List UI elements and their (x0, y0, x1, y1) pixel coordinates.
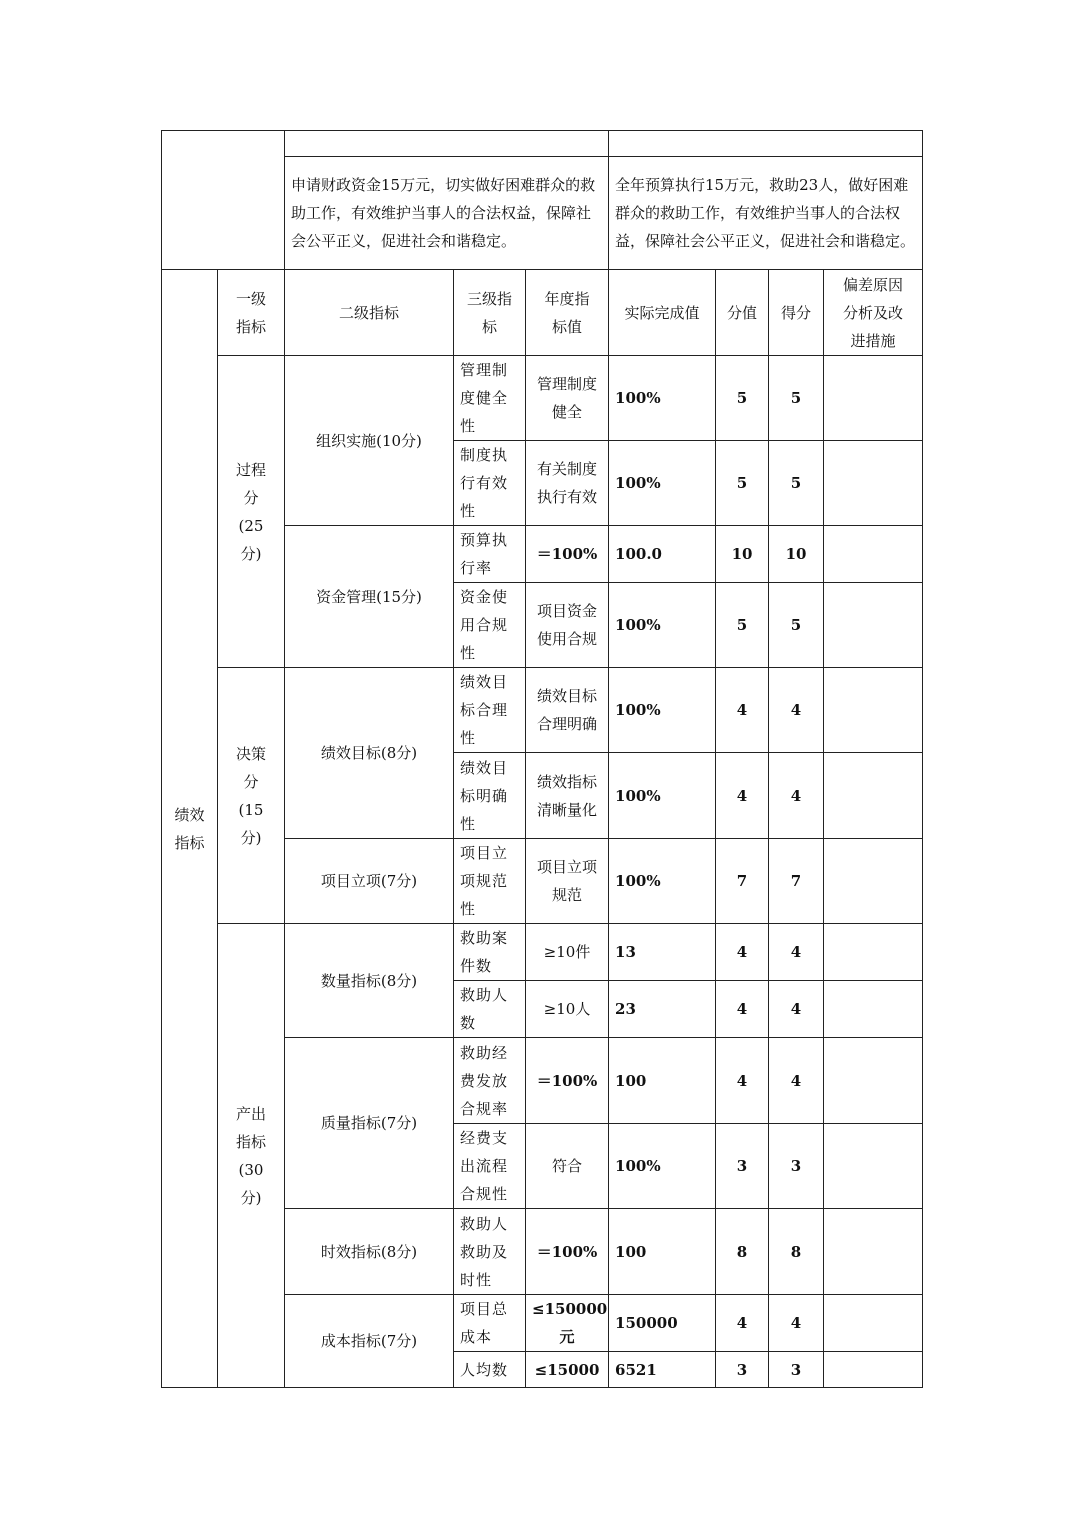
row-score: 4 (769, 1295, 824, 1352)
row-deviation (824, 981, 923, 1038)
row-actual: 6521 (609, 1352, 716, 1388)
subgroup-project-setup: 项目立项(7分) (285, 839, 454, 924)
row-target: ＝100% (526, 1209, 609, 1295)
header-score-weight: 分值 (716, 270, 769, 356)
row-target: ≤150000元 (526, 1295, 609, 1352)
group-output (218, 924, 285, 1388)
section-label (162, 270, 218, 1388)
row-indicator: 人均数 (454, 1352, 526, 1388)
row-score: 3 (769, 1352, 824, 1388)
row-weight: 4 (716, 1295, 769, 1352)
row-indicator: 经费支出流程合规性 (454, 1124, 526, 1209)
row-actual: 100% (609, 441, 716, 526)
row-deviation (824, 1352, 923, 1388)
header-level1 (218, 270, 285, 356)
subgroup-timeliness: 时效指标(8分) (285, 1209, 454, 1295)
row-actual: 23 (609, 981, 716, 1038)
row-deviation (824, 441, 923, 526)
row-deviation (824, 1124, 923, 1209)
header-annual-target (526, 270, 609, 356)
row-score: 10 (769, 526, 824, 583)
row-actual: 100% (609, 1124, 716, 1209)
row-actual: 100% (609, 668, 716, 753)
group-output-text: 产出指标(30分) (235, 1104, 266, 1207)
row-actual: 100% (609, 839, 716, 924)
group-process (218, 356, 285, 668)
group-decision-text: 决策分(15分) (235, 744, 266, 847)
row-deviation (824, 526, 923, 583)
goal-planned-header (285, 131, 609, 157)
row-target: ≥10件 (526, 924, 609, 981)
row-actual: 100% (609, 753, 716, 839)
row-actual: 100% (609, 583, 716, 668)
row-indicator: 预算执行率 (454, 526, 526, 583)
header-level2: 二级指标 (285, 270, 454, 356)
row-weight: 4 (716, 924, 769, 981)
row-deviation (824, 1295, 923, 1352)
row-weight: 10 (716, 526, 769, 583)
header-level3 (454, 270, 526, 356)
row-target: 项目资金使用合规 (526, 583, 609, 668)
row-indicator: 绩效目标明确性 (454, 753, 526, 839)
goal-actual-text: 全年预算执行15万元，救助23人，做好困难群众的救助工作，有效维护当事人的合法权益，保障社会公平正义，促进社会和谐稳定。 (609, 157, 923, 270)
row-target: 符合 (526, 1124, 609, 1209)
row-deviation (824, 668, 923, 753)
row-weight: 4 (716, 753, 769, 839)
row-actual: 100 (609, 1209, 716, 1295)
row-indicator: 救助人数 (454, 981, 526, 1038)
row-indicator: 管理制度健全性 (454, 356, 526, 441)
row-score: 5 (769, 356, 824, 441)
row-weight: 7 (716, 839, 769, 924)
row-actual: 13 (609, 924, 716, 981)
row-target: 项目立项规范 (526, 839, 609, 924)
header-actual-value: 实际完成值 (609, 270, 716, 356)
row-target: ≥10人 (526, 981, 609, 1038)
row-indicator: 资金使用合规性 (454, 583, 526, 668)
subgroup-organization: 组织实施(10分) (285, 356, 454, 526)
row-deviation (824, 924, 923, 981)
row-weight: 8 (716, 1209, 769, 1295)
row-weight: 4 (716, 1038, 769, 1124)
row-deviation (824, 839, 923, 924)
performance-table (161, 130, 923, 1388)
goal-planned-text: 申请财政资金15万元，切实做好困难群众的救助工作，有效维护当事人的合法权益，保障社会公平正义，促进社会和谐稳定。 (285, 157, 609, 270)
row-target: 有关制度执行有效 (526, 441, 609, 526)
row-target: ＝100% (526, 526, 609, 583)
row-deviation (824, 1209, 923, 1295)
row-actual: 150000 (609, 1295, 716, 1352)
row-deviation (824, 1038, 923, 1124)
header-score: 得分 (769, 270, 824, 356)
section-label-text: 绩效指标 (174, 805, 205, 852)
subgroup-funds: 资金管理(15分) (285, 526, 454, 668)
row-indicator: 绩效目标合理性 (454, 668, 526, 753)
row-score: 4 (769, 981, 824, 1038)
subgroup-quantity: 数量指标(8分) (285, 924, 454, 1038)
row-weight: 5 (716, 583, 769, 668)
row-score: 7 (769, 839, 824, 924)
group-decision (218, 668, 285, 924)
goal-actual-header (609, 131, 923, 157)
row-target: 绩效目标合理明确 (526, 668, 609, 753)
header-annual-target-text: 年度指标值 (544, 289, 590, 336)
row-actual: 100.0 (609, 526, 716, 583)
row-weight: 4 (716, 981, 769, 1038)
header-deviation (824, 270, 923, 356)
row-score: 4 (769, 753, 824, 839)
subgroup-cost: 成本指标(7分) (285, 1295, 454, 1388)
row-indicator: 项目总成本 (454, 1295, 526, 1352)
row-actual: 100% (609, 356, 716, 441)
row-score: 8 (769, 1209, 824, 1295)
subgroup-quality: 质量指标(7分) (285, 1038, 454, 1209)
subgroup-goals: 绩效目标(8分) (285, 668, 454, 839)
row-score: 4 (769, 1038, 824, 1124)
row-weight: 3 (716, 1124, 769, 1209)
row-weight: 5 (716, 441, 769, 526)
row-indicator: 救助经费发放合规率 (454, 1038, 526, 1124)
goal-label-cell (162, 131, 285, 270)
row-weight: 5 (716, 356, 769, 441)
row-indicator: 项目立项规范性 (454, 839, 526, 924)
row-weight: 3 (716, 1352, 769, 1388)
row-indicator: 制度执行有效性 (454, 441, 526, 526)
row-target: 绩效指标清晰量化 (526, 753, 609, 839)
row-score: 5 (769, 441, 824, 526)
group-process-text: 过程分(25分) (235, 460, 266, 563)
row-deviation (824, 583, 923, 668)
row-weight: 4 (716, 668, 769, 753)
row-indicator: 救助人救助及时性 (454, 1209, 526, 1295)
header-deviation-text: 偏差原因分析及改进措施 (843, 275, 904, 350)
row-indicator: 救助案件数 (454, 924, 526, 981)
row-score: 4 (769, 924, 824, 981)
row-deviation (824, 356, 923, 441)
row-score: 5 (769, 583, 824, 668)
row-deviation (824, 753, 923, 839)
header-level1-text: 一级指标 (235, 289, 266, 336)
row-target: ≤15000 (526, 1352, 609, 1388)
row-target: 管理制度健全 (526, 356, 609, 441)
row-score: 4 (769, 668, 824, 753)
row-target: ＝100% (526, 1038, 609, 1124)
header-level3-text: 三级指标 (466, 289, 512, 336)
row-actual: 100 (609, 1038, 716, 1124)
row-score: 3 (769, 1124, 824, 1209)
